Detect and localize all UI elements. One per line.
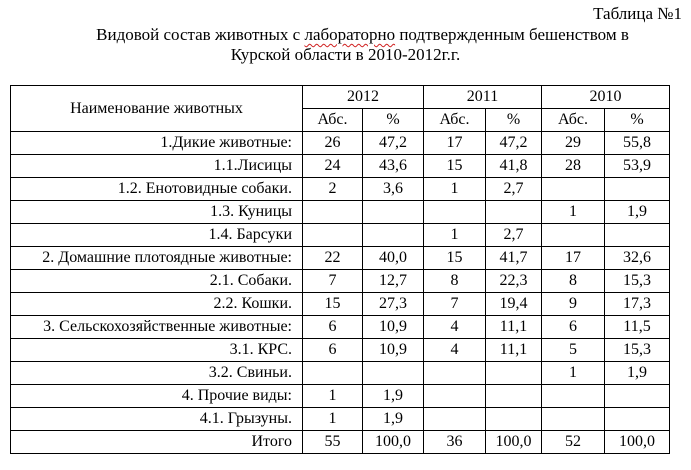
cell-pct-2010: 11,5 <box>605 316 670 339</box>
cell-abs-2010 <box>542 408 605 431</box>
cell-abs-2012: 2 <box>303 178 363 201</box>
table-caption-line-2: Курской области в 2010-2012г.г. <box>230 45 461 64</box>
animal-name-cell: 3.2. Свиньи. <box>11 362 303 385</box>
cell-abs-2011: 1 <box>424 224 486 247</box>
cell-pct-2010 <box>605 224 670 247</box>
spellcheck-marked-word: лабораторно <box>304 25 396 44</box>
cell-pct-2012: 43,6 <box>363 155 424 178</box>
header-row-years <box>11 86 670 109</box>
header-pct: % <box>605 109 670 132</box>
cell-pct-2010: 1,9 <box>605 362 670 385</box>
cell-pct-2011 <box>486 201 542 224</box>
cell-pct-2010: 32,6 <box>605 247 670 270</box>
cell-pct-2012 <box>363 224 424 247</box>
cell-pct-2012: 27,3 <box>363 293 424 316</box>
cell-abs-2010: 1 <box>542 362 605 385</box>
cell-abs-2012 <box>303 201 363 224</box>
table-row <box>11 201 670 224</box>
header-pct: % <box>363 109 424 132</box>
cell-abs-2011 <box>424 408 486 431</box>
cell-abs-2010: 9 <box>542 293 605 316</box>
cell-pct-2011: 47,2 <box>486 132 542 155</box>
cell-abs-2010 <box>542 178 605 201</box>
cell-abs-2010: 6 <box>542 316 605 339</box>
animal-name-cell: 3. Сельскохозяйственные животные: <box>11 316 303 339</box>
cell-abs-2010: 17 <box>542 247 605 270</box>
cell-abs-2011: 7 <box>424 293 486 316</box>
total-row <box>11 431 670 454</box>
table-row <box>11 155 670 178</box>
table-row <box>11 270 670 293</box>
header-abs: Абс. <box>542 109 605 132</box>
cell-abs-2011 <box>424 362 486 385</box>
cell-pct-2011: 11,1 <box>486 316 542 339</box>
table-row <box>11 408 670 431</box>
animal-name-cell: 4.1. Грызуны. <box>11 408 303 431</box>
cell-pct-2011: 2,7 <box>486 178 542 201</box>
table-row <box>11 247 670 270</box>
cell-pct-2011 <box>486 408 542 431</box>
cell-abs-2012: 22 <box>303 247 363 270</box>
cell-abs-2012: 1 <box>303 408 363 431</box>
header-year-2011: 2011 <box>424 86 542 109</box>
cell-abs-2011 <box>424 385 486 408</box>
cell-abs-2011: 15 <box>424 247 486 270</box>
animal-name-cell: 1.1.Лисицы <box>11 155 303 178</box>
cell-pct-2011 <box>486 385 542 408</box>
animal-name-cell: 4. Прочие виды: <box>11 385 303 408</box>
header-pct: % <box>486 109 542 132</box>
cell-pct-2012: 1,9 <box>363 385 424 408</box>
cell-abs-2012: 1 <box>303 385 363 408</box>
cell-abs-2011: 4 <box>424 339 486 362</box>
rabies-species-table <box>10 85 670 454</box>
cell-abs-2010: 1 <box>542 201 605 224</box>
header-year-2010: 2010 <box>542 86 670 109</box>
cell-pct-2011: 41,8 <box>486 155 542 178</box>
cell-pct-2012 <box>363 362 424 385</box>
cell-pct-2012: 47,2 <box>363 132 424 155</box>
cell-abs-2011 <box>424 201 486 224</box>
header-abs: Абс. <box>424 109 486 132</box>
animal-name-cell: 2. Домашние плотоядные животные: <box>11 247 303 270</box>
cell-pct-2010 <box>605 408 670 431</box>
cell-pct-2012 <box>363 201 424 224</box>
cell-abs-2010: 28 <box>542 155 605 178</box>
table-row <box>11 178 670 201</box>
cell-abs-2012: 15 <box>303 293 363 316</box>
cell-pct-2010: 53,9 <box>605 155 670 178</box>
cell-abs-2011: 1 <box>424 178 486 201</box>
animal-name-cell: 2.1. Собаки. <box>11 270 303 293</box>
table-row <box>11 316 670 339</box>
cell-abs-2010: 29 <box>542 132 605 155</box>
cell-abs-2011: 36 <box>424 431 486 454</box>
cell-abs-2012: 6 <box>303 339 363 362</box>
table-number-label: Таблица №1 <box>593 4 682 23</box>
animal-name-cell: 1.3. Куницы <box>11 201 303 224</box>
animal-name-cell: 1.Дикие животные: <box>11 132 303 155</box>
cell-abs-2010 <box>542 224 605 247</box>
cell-pct-2012: 3,6 <box>363 178 424 201</box>
cell-abs-2012: 7 <box>303 270 363 293</box>
cell-pct-2011: 2,7 <box>486 224 542 247</box>
cell-pct-2011: 19,4 <box>486 293 542 316</box>
table-row <box>11 362 670 385</box>
cell-abs-2011: 15 <box>424 155 486 178</box>
cell-pct-2012: 40,0 <box>363 247 424 270</box>
table-row <box>11 132 670 155</box>
animal-name-cell: 3.1. КРС. <box>11 339 303 362</box>
cell-abs-2011: 4 <box>424 316 486 339</box>
cell-abs-2012: 24 <box>303 155 363 178</box>
cell-pct-2010: 15,3 <box>605 270 670 293</box>
cell-pct-2010: 17,3 <box>605 293 670 316</box>
header-abs: Абс. <box>303 109 363 132</box>
cell-abs-2012: 6 <box>303 316 363 339</box>
table-caption-line-1 <box>0 25 691 45</box>
table-row <box>11 293 670 316</box>
cell-pct-2012: 12,7 <box>363 270 424 293</box>
cell-pct-2012: 10,9 <box>363 316 424 339</box>
cell-abs-2012: 26 <box>303 132 363 155</box>
cell-abs-2010 <box>542 385 605 408</box>
cell-abs-2012 <box>303 362 363 385</box>
caption-text-a: Видовой состав животных с <box>96 25 305 44</box>
animal-name-cell: 2.2. Кошки. <box>11 293 303 316</box>
cell-pct-2011 <box>486 362 542 385</box>
cell-abs-2010: 52 <box>542 431 605 454</box>
cell-pct-2012: 1,9 <box>363 408 424 431</box>
cell-pct-2011: 11,1 <box>486 339 542 362</box>
cell-pct-2011: 22,3 <box>486 270 542 293</box>
table-row <box>11 339 670 362</box>
cell-abs-2012 <box>303 224 363 247</box>
cell-pct-2011: 41,7 <box>486 247 542 270</box>
cell-pct-2010 <box>605 385 670 408</box>
cell-abs-2010: 8 <box>542 270 605 293</box>
animal-name-cell: Итого <box>11 431 303 454</box>
cell-pct-2010: 100,0 <box>605 431 670 454</box>
table-row <box>11 385 670 408</box>
cell-abs-2011: 8 <box>424 270 486 293</box>
cell-pct-2010: 15,3 <box>605 339 670 362</box>
header-year-2012: 2012 <box>303 86 424 109</box>
cell-abs-2012: 55 <box>303 431 363 454</box>
cell-pct-2011: 100,0 <box>486 431 542 454</box>
cell-abs-2011: 17 <box>424 132 486 155</box>
cell-pct-2010: 1,9 <box>605 201 670 224</box>
table-row <box>11 224 670 247</box>
cell-pct-2010: 55,8 <box>605 132 670 155</box>
cell-pct-2012: 100,0 <box>363 431 424 454</box>
header-name-column: Наименование животных <box>11 86 303 132</box>
animal-name-cell: 1.4. Барсуки <box>11 224 303 247</box>
cell-pct-2012: 10,9 <box>363 339 424 362</box>
caption-text-c: подтвержденным бешенством в <box>395 25 629 44</box>
animal-name-cell: 1.2. Енотовидные собаки. <box>11 178 303 201</box>
cell-pct-2010 <box>605 178 670 201</box>
cell-abs-2010: 5 <box>542 339 605 362</box>
